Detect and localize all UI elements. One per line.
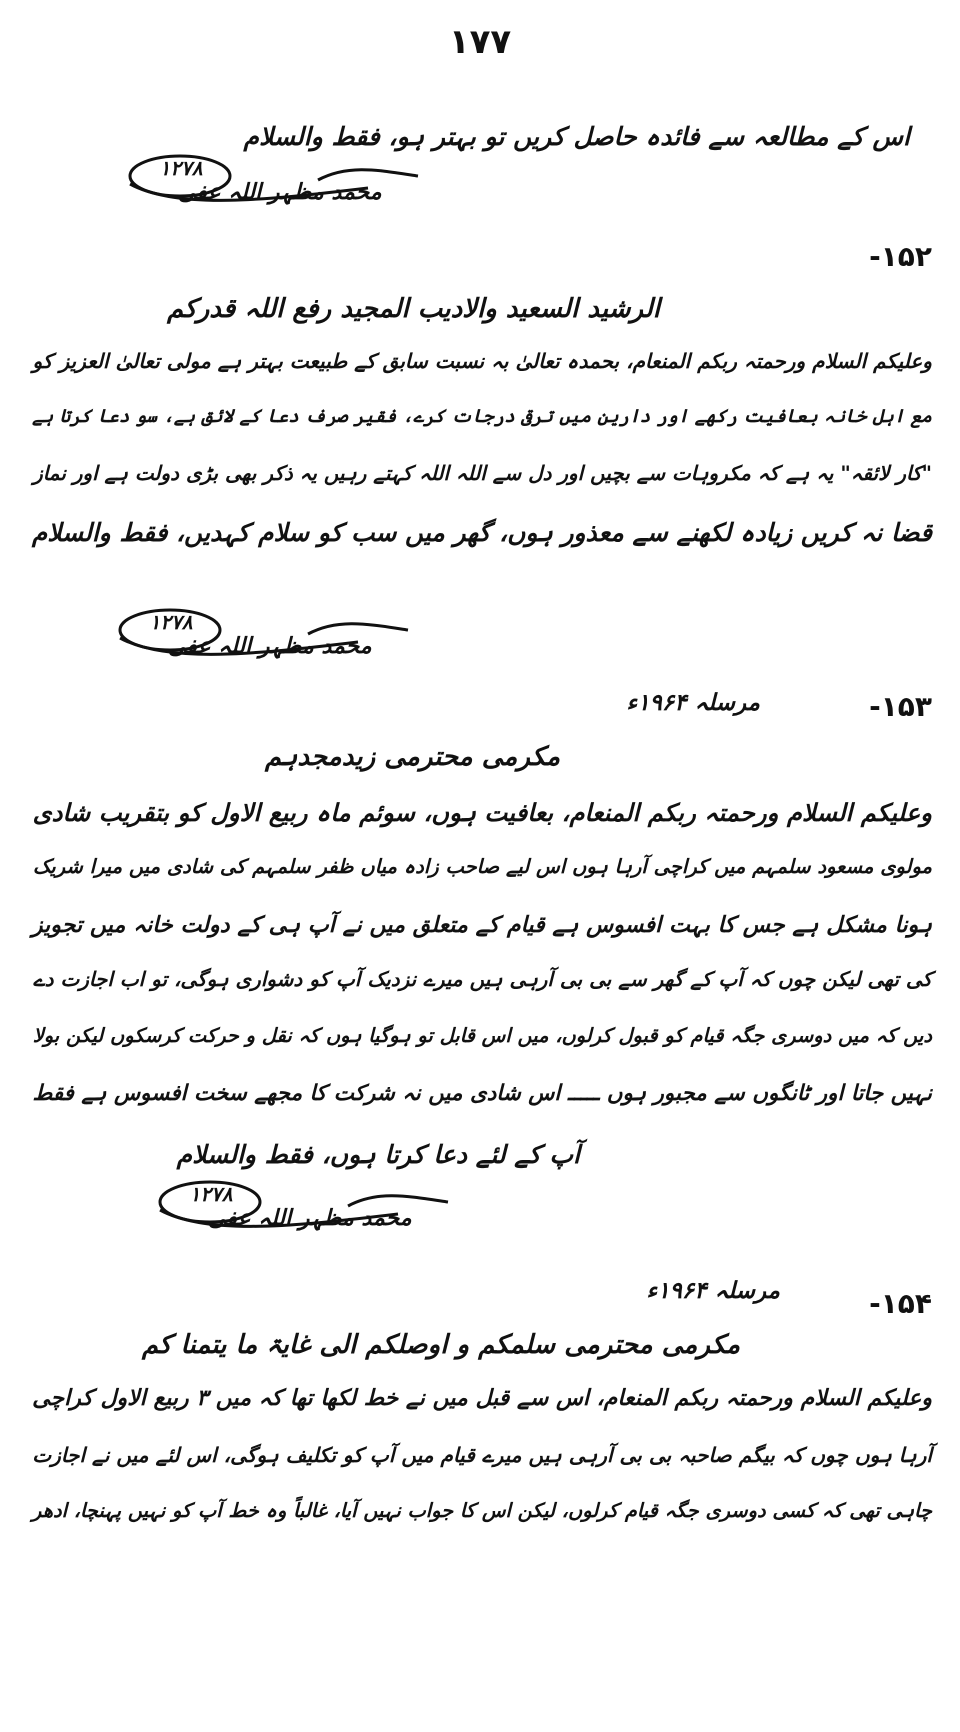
letter-153-line: نہیں جاتا اور ٹانگوں سے مجبور ہوں ـــــ اس شادی میں نہ شرکت کا مجھے سخت افسوس ہے فقط xyxy=(32,1081,932,1106)
letter-152-line: وعلیکم السلام ورحمتہ ربکم المنعام، بحمدہ تعالیٰ بہ نسبت سابق کے طبیعت بہتر ہے مولی تعالیٰ العزیز کو xyxy=(32,349,932,373)
signature-seal-year: ۱۲۷۸ xyxy=(149,610,193,634)
signature-3 xyxy=(148,1176,478,1256)
letter-152-salutation: الرشید السعید والادیب المجید رفع اللہ قدرکم xyxy=(167,294,660,324)
letter-154-line: آرہا ہوں چوں کہ بیگم صاحبہ بی بی آرہی ہیں میرے قیام میں آپ کو تکلیف ہوگی، اس لئے میں نے اجازت xyxy=(32,1443,932,1467)
letter-153-line: مولوی مسعود سلمہم میں کراچی آرہا ہوں اس لیے صاحب زادہ میاں ظفر سلمہم کی شادی میں میرا شریک xyxy=(32,855,932,878)
signature-1 xyxy=(118,150,448,230)
letter-number-154: ۱۵۴- xyxy=(869,1287,932,1320)
signature-seal-year: ۱۲۷۸ xyxy=(189,1182,233,1206)
letter-154-line: چاہی تھی کہ کسی دوسری جگہ قیام کرلوں، لیکن اس کا جواب نہیں آیا، غالباً وہ خط آپ کو نہیں پہنچا، ادھر xyxy=(32,1499,932,1522)
signature-name: محمد مظہر اللہ عفی xyxy=(168,634,372,659)
letter-154-salutation: مکرمی محترمی سلمکم و اوصلکم الی غایۃ ما یتمنا کم xyxy=(141,1330,740,1360)
signature-2 xyxy=(108,604,438,684)
letter-153-line: کی تھی لیکن چوں کہ آپ کے گھر سے بی بی آرہی ہیں میرے نزدیک آپ کو دشواری ہوگی، تو اب اجازت دے xyxy=(32,967,932,991)
signature-seal-year: ۱۲۷۸ xyxy=(159,156,203,180)
intro-line: اس کے مطالعہ سے فائدہ حاصل کریں تو بہتر ہو، فقط والسلام xyxy=(243,122,910,151)
letter-154-line: وعلیکم السلام ورحمتہ ربکم المنعام، اس سے قبل میں نے خط لکھا تھا کہ میں ۳ ربیع الاول کراچی xyxy=(32,1386,932,1411)
letter-152-line: مع اہل خانہ بعافیت رکھے اور دارین میں ترقی درجات کرے، فقیر صرف دعا کے لائق ہے، سو دعا کرتا ہے xyxy=(32,406,932,427)
letter-number-153: ۱۵۳- xyxy=(869,690,932,723)
letter-153-line: آپ کے لئے دعا کرتا ہوں، فقط والسلام xyxy=(176,1140,580,1169)
signature-name: محمد مظہر اللہ عفی xyxy=(208,1206,412,1231)
letter-153-line: وعلیکم السلام ورحمتہ ربکم المنعام، بعافیت ہوں، سوئم ماہ ربیع الاول کو بتقریب شادی xyxy=(32,798,932,827)
letter-153-salutation: مکرمی محترمی زیدمجدہم xyxy=(264,742,560,772)
letter-153-line: ہونا مشکل ہے جس کا بہت افسوس ہے قیام کے متعلق میں نے آپ ہی کے دولت خانہ میں تجویز xyxy=(31,912,932,938)
letter-154-dated: مرسلہ ۱۹۶۴ء xyxy=(646,1278,780,1304)
letter-152-line: "کار لائقہ" یہ ہے کہ مکروہات سے بچیں اور دل سے اللہ اللہ کہتے رہیں یہ ذکر بھی بڑی دولت ہے اور نماز xyxy=(33,461,932,485)
letter-153-line: دیں کہ میں دوسری جگہ قیام کو قبول کرلوں، میں اس قابل تو ہوگیا ہوں کہ نقل و حرکت کرسکوں لیکن بولا xyxy=(32,1024,932,1047)
letter-152-line: قضا نہ کریں زیادہ لکھنے سے معذور ہوں، گھر میں سب کو سلام کہدیں، فقط والسلام xyxy=(31,518,932,547)
signature-name: محمد مظہر اللہ عفی xyxy=(178,180,382,205)
letter-number-152: ۱۵۲- xyxy=(869,240,932,273)
page-number: ۱۷۷ xyxy=(448,22,512,62)
letter-153-dated: مرسلہ ۱۹۶۴ء xyxy=(626,690,760,716)
